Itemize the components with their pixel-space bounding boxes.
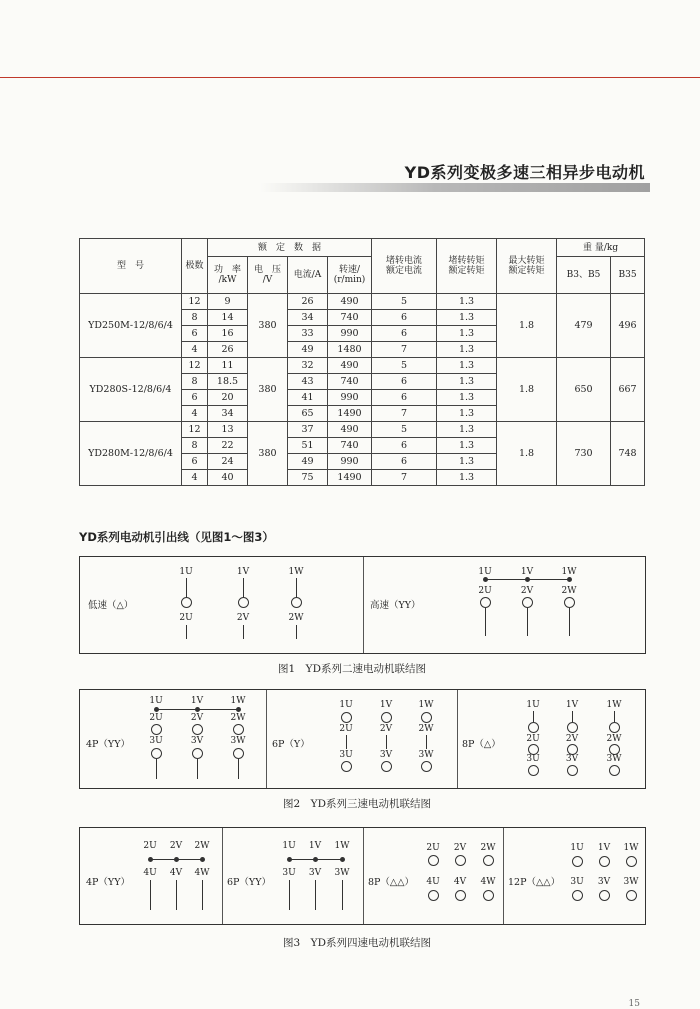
poles-cell: 8	[182, 438, 208, 454]
terminal-circle	[428, 890, 439, 901]
terminal-circle	[181, 597, 192, 608]
table-row	[80, 294, 645, 310]
power-cell: 34	[208, 406, 248, 422]
junction-dot	[148, 857, 153, 862]
fig2-diagram	[79, 689, 646, 789]
poles-cell: 12	[182, 358, 208, 374]
speed-cell: 740	[328, 310, 372, 326]
poles-cell: 4	[182, 342, 208, 358]
header-rated: 额 定 数 据	[208, 239, 372, 257]
panel-divider	[363, 828, 364, 924]
terminal-label: 2U	[143, 841, 157, 851]
locked-current-cell: 6	[372, 390, 437, 406]
terminal-label: 2V	[520, 586, 534, 596]
weight-b3b5-cell: 730	[557, 422, 611, 486]
locked-current-cell: 6	[372, 454, 437, 470]
power-cell: 24	[208, 454, 248, 470]
header-rule	[0, 77, 700, 78]
lead-line	[238, 759, 239, 779]
terminal-label: 2V	[190, 713, 204, 723]
terminal-label: 3W	[418, 750, 434, 760]
terminal-label: 2V	[379, 724, 393, 734]
locked-current-cell: 5	[372, 422, 437, 438]
current-cell: 65	[288, 406, 328, 422]
lead-line	[186, 625, 187, 639]
terminal-circle	[233, 748, 244, 759]
lead-line	[485, 608, 486, 636]
terminal-label: 1W	[561, 567, 577, 577]
terminal-label: 3U	[526, 754, 540, 764]
page-number: 15	[628, 999, 640, 1009]
locked-torque-cell: 1.3	[437, 342, 497, 358]
fig1-low-label: 低速（△）	[88, 600, 134, 611]
terminal-label: 2U	[426, 843, 440, 853]
poles-cell: 12	[182, 422, 208, 438]
panel-divider	[457, 690, 458, 788]
power-cell: 13	[208, 422, 248, 438]
junction-dot	[313, 857, 318, 862]
fig1-diagram	[79, 556, 646, 654]
terminal-label: 1U	[282, 841, 296, 851]
weight-b35-cell: 667	[611, 358, 645, 422]
lead-line	[186, 578, 187, 598]
lead-line	[289, 880, 290, 910]
terminal-circle	[428, 855, 439, 866]
current-cell: 49	[288, 454, 328, 470]
power-cell: 20	[208, 390, 248, 406]
page-title: YD系列变极多速三相异步电动机	[404, 163, 645, 182]
speed-cell: 490	[328, 294, 372, 310]
terminal-circle	[381, 712, 392, 723]
terminal-label: 2V	[169, 841, 183, 851]
junction-dot	[340, 857, 345, 862]
terminal-label: 2W	[606, 734, 622, 744]
power-cell: 16	[208, 326, 248, 342]
terminal-label: 2U	[339, 724, 353, 734]
lead-line	[533, 711, 534, 722]
speed-cell: 1490	[328, 470, 372, 486]
terminal-label: 3W	[334, 868, 350, 878]
voltage-cell: 380	[248, 422, 288, 486]
terminal-label: 2U	[526, 734, 540, 744]
terminal-label: 2W	[288, 613, 304, 623]
lead-line	[527, 608, 528, 636]
terminal-circle	[455, 890, 466, 901]
terminal-circle	[291, 597, 302, 608]
terminal-label: 4W	[480, 877, 496, 887]
terminal-label: 2W	[480, 843, 496, 853]
current-cell: 49	[288, 342, 328, 358]
weight-b35-cell: 496	[611, 294, 645, 358]
terminal-label: 4U	[143, 868, 157, 878]
max-torque-cell: 1.8	[497, 358, 557, 422]
panel-divider	[222, 828, 223, 924]
terminal-label: 1U	[339, 700, 353, 710]
locked-torque-cell: 1.3	[437, 422, 497, 438]
terminal-circle	[528, 765, 539, 776]
locked-current-cell: 7	[372, 406, 437, 422]
terminal-label: 4V	[453, 877, 467, 887]
terminal-label: 3W	[623, 877, 639, 887]
panel-divider	[266, 690, 267, 788]
terminal-circle	[341, 761, 352, 772]
terminal-label: 1V	[379, 700, 393, 710]
locked-current-cell: 6	[372, 374, 437, 390]
speed-cell: 990	[328, 326, 372, 342]
speed-cell: 990	[328, 454, 372, 470]
terminal-label: 2U	[478, 586, 492, 596]
current-cell: 26	[288, 294, 328, 310]
locked-torque-cell: 1.3	[437, 390, 497, 406]
terminal-circle	[381, 761, 392, 772]
fig1-high-label: 高速（YY）	[370, 600, 421, 611]
header-b35: B35	[611, 257, 645, 294]
lead-line	[243, 578, 244, 598]
locked-torque-cell: 1.3	[437, 310, 497, 326]
terminal-circle	[455, 855, 466, 866]
terminal-label: 1W	[288, 567, 304, 577]
table-row	[80, 422, 645, 438]
terminal-circle	[522, 597, 533, 608]
header-max-torque: 最大转矩 额定转矩	[497, 239, 557, 294]
weight-b35-cell: 748	[611, 422, 645, 486]
voltage-cell: 380	[248, 294, 288, 358]
lead-line	[386, 735, 387, 749]
lead-line	[614, 711, 615, 722]
speed-cell: 490	[328, 422, 372, 438]
locked-torque-cell: 1.3	[437, 470, 497, 486]
speed-cell: 990	[328, 390, 372, 406]
lead-line	[202, 880, 203, 910]
lead-line	[572, 711, 573, 722]
locked-torque-cell: 1.3	[437, 358, 497, 374]
table-row	[80, 358, 645, 374]
junction-dot	[200, 857, 205, 862]
poles-cell: 6	[182, 390, 208, 406]
speed-cell: 490	[328, 358, 372, 374]
model-cell: YD250M-12/8/6/4	[80, 294, 182, 358]
terminal-circle	[599, 856, 610, 867]
weight-b3b5-cell: 479	[557, 294, 611, 358]
leads-title: YD系列电动机引出线（见图1～图3）	[79, 530, 274, 544]
terminal-circle	[341, 712, 352, 723]
terminal-circle	[421, 712, 432, 723]
terminal-label: 1W	[418, 700, 434, 710]
current-cell: 41	[288, 390, 328, 406]
header-weight: 重 量/kg	[557, 239, 645, 257]
header-locked-torque: 堵转转矩 额定转矩	[437, 239, 497, 294]
terminal-label: 2W	[418, 724, 434, 734]
terminal-label: 3W	[606, 754, 622, 764]
locked-torque-cell: 1.3	[437, 294, 497, 310]
speed-cell: 740	[328, 438, 372, 454]
poles-cell: 8	[182, 374, 208, 390]
locked-torque-cell: 1.3	[437, 438, 497, 454]
header-locked-current: 堵转电流 额定电流	[372, 239, 437, 294]
power-cell: 9	[208, 294, 248, 310]
terminal-circle	[609, 765, 620, 776]
terminal-label: 2V	[453, 843, 467, 853]
junction-dot	[154, 707, 159, 712]
lead-line	[296, 625, 297, 639]
header-power: 功 率 /kW	[208, 257, 248, 294]
terminal-circle	[151, 724, 162, 735]
speed-cell: 1480	[328, 342, 372, 358]
junction-dot	[483, 577, 488, 582]
fig2-4p-label: 4P（YY）	[86, 739, 130, 750]
fig3-4p-label: 4P（YY）	[86, 877, 130, 888]
terminal-circle	[192, 724, 203, 735]
terminal-label: 1W	[623, 843, 639, 853]
spec-table-body	[80, 294, 645, 486]
terminal-label: 1V	[308, 841, 322, 851]
header-voltage: 电 压 /V	[248, 257, 288, 294]
power-cell: 40	[208, 470, 248, 486]
terminal-label: 2W	[230, 713, 246, 723]
voltage-cell: 380	[248, 358, 288, 422]
terminal-circle	[151, 748, 162, 759]
terminal-circle	[564, 597, 575, 608]
panel-divider	[503, 828, 504, 924]
terminal-label: 2U	[179, 613, 193, 623]
terminal-circle	[483, 890, 494, 901]
locked-torque-cell: 1.3	[437, 374, 497, 390]
lead-line	[150, 880, 151, 910]
power-cell: 11	[208, 358, 248, 374]
current-cell: 43	[288, 374, 328, 390]
terminal-label: 4W	[194, 868, 210, 878]
junction-dot	[174, 857, 179, 862]
current-cell: 51	[288, 438, 328, 454]
power-cell: 26	[208, 342, 248, 358]
lead-line	[243, 625, 244, 639]
header-shade	[260, 183, 650, 192]
poles-cell: 4	[182, 406, 208, 422]
lead-line	[176, 880, 177, 910]
terminal-circle	[572, 856, 583, 867]
terminal-label: 2W	[561, 586, 577, 596]
power-cell: 22	[208, 438, 248, 454]
terminal-label: 1V	[236, 567, 250, 577]
locked-current-cell: 6	[372, 310, 437, 326]
terminal-label: 1W	[334, 841, 350, 851]
terminal-label: 4U	[426, 877, 440, 887]
poles-cell: 6	[182, 326, 208, 342]
fig2-6p-label: 6P（Y）	[272, 739, 310, 750]
terminal-circle	[626, 856, 637, 867]
current-cell: 75	[288, 470, 328, 486]
terminal-label: 3V	[597, 877, 611, 887]
locked-torque-cell: 1.3	[437, 326, 497, 342]
lead-line	[315, 880, 316, 910]
poles-cell: 6	[182, 454, 208, 470]
terminal-label: 1U	[526, 700, 540, 710]
terminal-label: 1U	[149, 696, 163, 706]
locked-torque-cell: 1.3	[437, 406, 497, 422]
fig3-6p-label: 6P（YY）	[227, 877, 271, 888]
terminal-label: 3V	[308, 868, 322, 878]
panel-divider	[363, 557, 364, 653]
junction-dot	[287, 857, 292, 862]
terminal-label: 3V	[565, 754, 579, 764]
terminal-label: 1V	[565, 700, 579, 710]
fig3-8p-label: 8P（△△）	[368, 877, 415, 888]
header-current: 电流/A	[288, 257, 328, 294]
speed-cell: 1490	[328, 406, 372, 422]
fig3-caption: 图3 YD系列四速电动机联结图	[283, 937, 432, 949]
terminal-label: 3W	[230, 736, 246, 746]
terminal-circle	[572, 890, 583, 901]
model-cell: YD280S-12/8/6/4	[80, 358, 182, 422]
terminal-label: 2W	[194, 841, 210, 851]
fig1-caption: 图1 YD系列二速电动机联结图	[278, 663, 427, 675]
terminal-label: 1U	[179, 567, 193, 577]
fig3-diagram	[79, 827, 646, 925]
terminal-label: 3V	[379, 750, 393, 760]
terminal-label: 2V	[236, 613, 250, 623]
terminal-circle	[626, 890, 637, 901]
poles-cell: 4	[182, 470, 208, 486]
locked-current-cell: 6	[372, 438, 437, 454]
terminal-circle	[238, 597, 249, 608]
max-torque-cell: 1.8	[497, 422, 557, 486]
terminal-label: 1V	[190, 696, 204, 706]
header-model: 型 号	[80, 239, 182, 294]
fig2-8p-label: 8P（△）	[462, 739, 501, 750]
terminal-circle	[480, 597, 491, 608]
lead-line	[197, 759, 198, 779]
current-cell: 34	[288, 310, 328, 326]
terminal-label: 1W	[230, 696, 246, 706]
spec-table	[79, 238, 645, 486]
junction-dot	[567, 577, 572, 582]
fig2-caption: 图2 YD系列三速电动机联结图	[283, 798, 432, 810]
terminal-label: 3U	[570, 877, 584, 887]
locked-current-cell: 7	[372, 342, 437, 358]
current-cell: 33	[288, 326, 328, 342]
junction-dot	[525, 577, 530, 582]
locked-current-cell: 7	[372, 470, 437, 486]
terminal-circle	[233, 724, 244, 735]
terminal-label: 2V	[565, 734, 579, 744]
terminal-circle	[483, 855, 494, 866]
lead-line	[342, 880, 343, 910]
model-cell: YD280M-12/8/6/4	[80, 422, 182, 486]
terminal-label: 3U	[339, 750, 353, 760]
lead-line	[569, 608, 570, 636]
current-cell: 32	[288, 358, 328, 374]
terminal-circle	[609, 722, 620, 733]
power-cell: 14	[208, 310, 248, 326]
fig3-12p-label: 12P（△△）	[508, 877, 561, 888]
lead-line	[346, 735, 347, 749]
terminal-label: 3U	[282, 868, 296, 878]
locked-current-cell: 6	[372, 326, 437, 342]
terminal-circle	[567, 765, 578, 776]
speed-cell: 740	[328, 374, 372, 390]
terminal-label: 3U	[149, 736, 163, 746]
header-speed: 转速/ (r/min)	[328, 257, 372, 294]
poles-cell: 8	[182, 310, 208, 326]
current-cell: 37	[288, 422, 328, 438]
terminal-label: 1W	[606, 700, 622, 710]
poles-cell: 12	[182, 294, 208, 310]
power-cell: 18.5	[208, 374, 248, 390]
lead-line	[296, 578, 297, 598]
terminal-label: 3V	[190, 736, 204, 746]
terminal-circle	[192, 748, 203, 759]
terminal-label: 4V	[169, 868, 183, 878]
terminal-circle	[528, 722, 539, 733]
junction-dot	[195, 707, 200, 712]
lead-line	[156, 759, 157, 779]
terminal-label: 1U	[478, 567, 492, 577]
header-b3b5: B3、B5	[557, 257, 611, 294]
weight-b3b5-cell: 650	[557, 358, 611, 422]
terminal-label: 1V	[597, 843, 611, 853]
terminal-label: 1U	[570, 843, 584, 853]
terminal-circle	[421, 761, 432, 772]
header-poles: 极数	[182, 239, 208, 294]
terminal-label: 2U	[149, 713, 163, 723]
terminal-circle	[567, 722, 578, 733]
terminal-label: 1V	[520, 567, 534, 577]
max-torque-cell: 1.8	[497, 294, 557, 358]
terminal-circle	[599, 890, 610, 901]
locked-torque-cell: 1.3	[437, 454, 497, 470]
lead-line	[426, 735, 427, 749]
locked-current-cell: 5	[372, 294, 437, 310]
junction-dot	[236, 707, 241, 712]
locked-current-cell: 5	[372, 358, 437, 374]
